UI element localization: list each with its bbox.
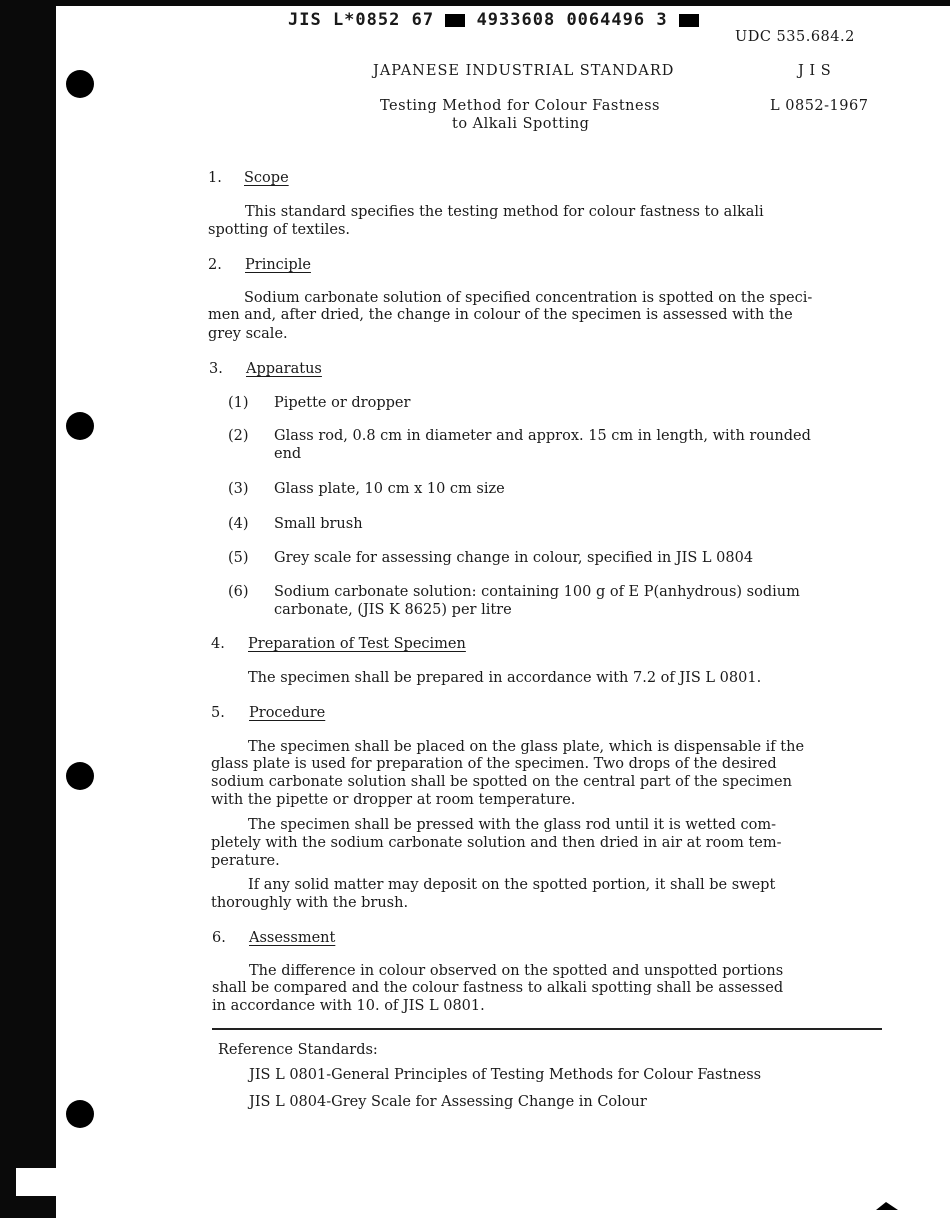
doc-title-line-2: to Alkali Spotting (452, 116, 590, 132)
section-5-heading: Procedure (249, 705, 326, 721)
apparatus-item-number: (5) (228, 550, 249, 566)
section-4-heading: Preparation of Test Specimen (248, 636, 466, 652)
section-6-line: shall be compared and the colour fastness to alkali spotting shall be assessed (212, 980, 784, 996)
apparatus-item-text: Glass plate, 10 cm x 10 cm size (274, 481, 505, 497)
reference-divider (212, 1028, 882, 1030)
jis-label: J I S (798, 63, 832, 79)
reference-heading: Reference Standards: (218, 1042, 378, 1058)
apparatus-item-text: Glass rod, 0.8 cm in diameter and approx. 15 cm in length, with rounded (274, 428, 811, 444)
procedure-line: glass plate is used for preparation of the specimen. Two drops of the desired (211, 756, 777, 772)
udc-number: UDC 535.684.2 (735, 29, 855, 45)
scan-border-strip (0, 0, 56, 1218)
standard-name: JAPANESE INDUSTRIAL STANDARD (373, 63, 675, 79)
section-3-heading: Apparatus (246, 361, 322, 377)
punch-hole-2 (66, 412, 94, 440)
reference-item: JIS L 0801-General Principles of Testing Methods for Colour Fastness (249, 1067, 762, 1083)
procedure-line: The specimen shall be pressed with the glass rod until it is wetted com- (248, 817, 777, 833)
apparatus-item-number: (6) (228, 584, 249, 600)
section-2-number: 2. (208, 257, 222, 273)
apparatus-item-number: (1) (228, 395, 249, 411)
section-1-heading: Scope (244, 170, 289, 186)
section-1-number: 1. (208, 170, 222, 186)
section-4-number: 4. (211, 636, 225, 652)
section-6-heading: Assessment (249, 930, 336, 946)
procedure-line: with the pipette or dropper at room temperature. (211, 792, 576, 808)
procedure-line: The specimen shall be placed on the glass plate, which is dispensable if the (248, 739, 805, 755)
doc-title-line-1: Testing Method for Colour Fastness (380, 98, 660, 114)
apparatus-item-number: (2) (228, 428, 249, 444)
standard-number: L 0852-1967 (770, 98, 869, 114)
section-2-line: grey scale. (208, 326, 288, 342)
apparatus-item-text: Pipette or dropper (274, 395, 411, 411)
document-code-line: JIS L*0852 67 4933608 0064496 3 (288, 10, 699, 30)
procedure-line: pletely with the sodium carbonate solution and then dried in air at room tem- (211, 835, 782, 851)
apparatus-item-text: carbonate, (JIS K 8625) per litre (274, 602, 512, 618)
reference-item: JIS L 0804-Grey Scale for Assessing Change in Colour (249, 1094, 647, 1110)
apparatus-item-text: Grey scale for assessing change in colour, specified in JIS L 0804 (274, 550, 754, 566)
punch-hole-1 (66, 70, 94, 98)
apparatus-item-number: (4) (228, 516, 249, 532)
section-1-line: This standard specifies the testing method for colour fastness to alkali (245, 204, 764, 220)
apparatus-item-text: Small brush (274, 516, 363, 532)
apparatus-item-text: end (274, 446, 302, 462)
apparatus-item-number: (3) (228, 481, 249, 497)
section-6-line: The difference in colour observed on the spotted and unspotted portions (249, 963, 784, 979)
section-6-line: in accordance with 10. of JIS L 0801. (212, 998, 485, 1014)
procedure-line: perature. (211, 853, 280, 869)
procedure-line: If any solid matter may deposit on the spotted portion, it shall be swept (248, 877, 776, 893)
punch-hole-3 (66, 762, 94, 790)
punch-hole-4 (66, 1100, 94, 1128)
section-4-line: The specimen shall be prepared in accordance with 7.2 of JIS L 0801. (248, 670, 762, 686)
section-3-number: 3. (209, 361, 223, 377)
code-block-mark (445, 14, 465, 27)
section-1-line: spotting of textiles. (208, 222, 350, 238)
apparatus-item-text: Sodium carbonate solution: containing 100 g of E P(anhydrous) sodium (274, 584, 800, 600)
section-6-number: 6. (212, 930, 226, 946)
procedure-line: sodium carbonate solution shall be spotted on the central part of the specimen (211, 774, 792, 790)
section-5-number: 5. (211, 705, 225, 721)
section-2-line: men and, after dried, the change in colour of the specimen is assessed with the (208, 307, 793, 323)
scan-top-border (56, 0, 950, 6)
code-block-mark (679, 14, 699, 27)
procedure-line: thoroughly with the brush. (211, 895, 409, 911)
scan-border-notch (16, 1168, 56, 1196)
section-2-line: Sodium carbonate solution of specified concentration is spotted on the speci- (244, 290, 813, 306)
corner-mark (876, 1202, 898, 1210)
section-2-heading: Principle (245, 257, 311, 273)
